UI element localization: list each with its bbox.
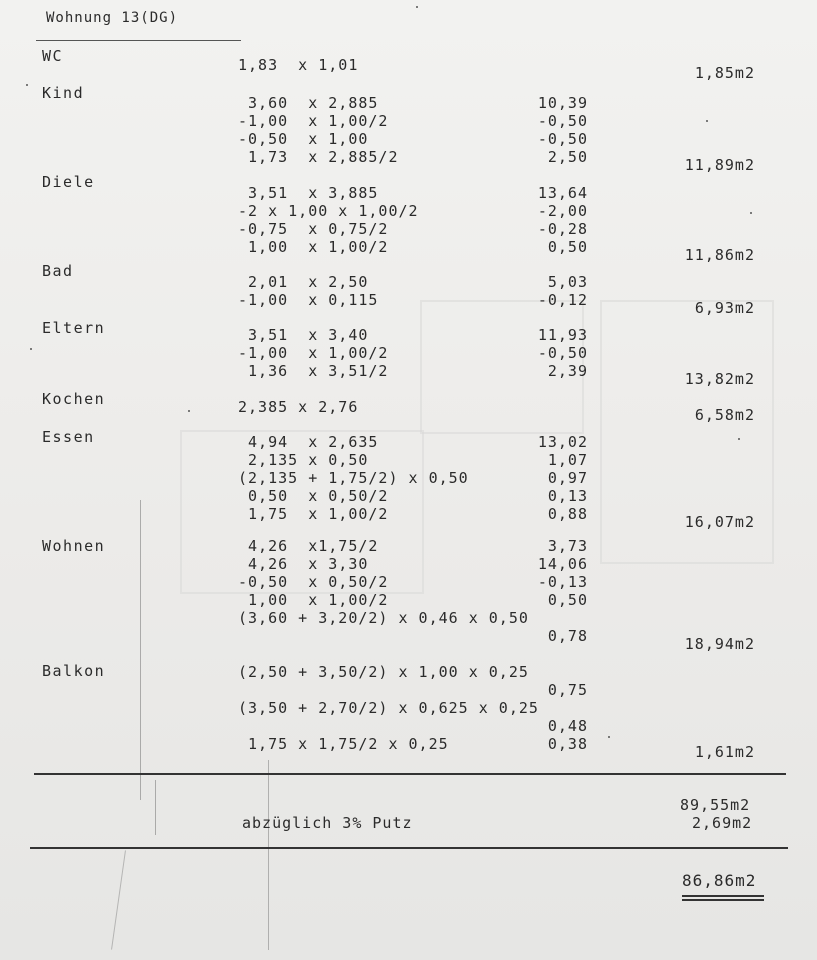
area-formula: 3,60 x 2,885 (238, 94, 379, 112)
subtotal-value: 2,50 (547, 148, 588, 166)
room-name: Eltern (42, 319, 106, 337)
area-formula: -1,00 x 0,115 (238, 291, 379, 309)
subtotal-value: 0,97 (547, 469, 588, 487)
room-name: WC (42, 47, 64, 65)
subtotal-value: 2,39 (547, 362, 588, 380)
paper-speck (608, 736, 610, 738)
area-formula: -2 x 1,00 x 1,00/2 (238, 202, 419, 220)
subtotal-value: -0,50 (537, 112, 588, 130)
subtotal-value: 1,07 (547, 451, 588, 469)
subtotal-value: 10,39 (537, 94, 588, 112)
area-formula: 1,00 x 1,00/2 (238, 238, 389, 256)
final-double-underline-2 (682, 899, 764, 901)
room-name: Kind (42, 84, 85, 102)
subtotal-value: 14,06 (537, 555, 588, 573)
area-formula: -1,00 x 1,00/2 (238, 112, 389, 130)
paper-speck (188, 410, 190, 412)
subtotal-value: 0,50 (547, 238, 588, 256)
room-name: Bad (42, 262, 74, 280)
room-name: Wohnen (42, 537, 106, 555)
subtotal-value: 0,78 (547, 627, 588, 645)
area-formula: (3,60 + 3,20/2) x 0,46 x 0,50 (238, 609, 529, 627)
fold-line (140, 500, 141, 800)
room-total: 11,86m2 (684, 246, 755, 264)
fold-line (111, 850, 126, 949)
subtotal-value: -0,12 (537, 291, 588, 309)
subtotal-value: 3,73 (547, 537, 588, 555)
room-total: 6,93m2 (694, 299, 755, 317)
subtotal-value: 0,50 (547, 591, 588, 609)
area-formula: 4,26 x 3,30 (238, 555, 369, 573)
room-total: 1,85m2 (694, 64, 755, 82)
paper-speck (416, 6, 418, 8)
area-formula: -0,50 x 0,50/2 (238, 573, 389, 591)
subtotal-value: 0,38 (547, 735, 588, 753)
area-formula: 2,01 x 2,50 (238, 273, 369, 291)
paper-speck (30, 348, 32, 350)
deduction-rule (30, 847, 788, 849)
room-name: Diele (42, 173, 95, 191)
room-total: 16,07m2 (684, 513, 755, 531)
fold-line (268, 760, 269, 950)
area-formula: 3,51 x 3,885 (238, 184, 379, 202)
room-name: Essen (42, 428, 95, 446)
subtotal-value: 0,88 (547, 505, 588, 523)
area-formula: 2,385 x 2,76 (238, 398, 359, 416)
area-formula: -0,50 x 1,00 (238, 130, 369, 148)
final-double-underline-1 (682, 895, 764, 897)
area-formula: (2,50 + 3,50/2) x 1,00 x 0,25 (238, 663, 529, 681)
document-title: Wohnung 13(DG) (46, 10, 179, 26)
area-formula: (3,50 + 2,70/2) x 0,625 x 0,25 (238, 699, 539, 717)
paper-speck (26, 84, 28, 86)
area-formula: 4,26 x1,75/2 (238, 537, 379, 555)
room-name: Balkon (42, 662, 106, 680)
room-total: 11,89m2 (684, 156, 755, 174)
subtotal-value: 5,03 (547, 273, 588, 291)
final-area: 86,86m2 (682, 871, 757, 890)
area-formula: 1,36 x 3,51/2 (238, 362, 389, 380)
area-sum: 89,55m2 (680, 796, 751, 814)
subtotal-value: 13,02 (537, 433, 588, 451)
subtotal-value: 0,13 (547, 487, 588, 505)
deduction-value: 2,69m2 (692, 814, 753, 832)
subtotal-value: -2,00 (537, 202, 588, 220)
area-formula: -1,00 x 1,00/2 (238, 344, 389, 362)
room-total: 13,82m2 (684, 370, 755, 388)
area-formula: 1,75 x 1,75/2 x 0,25 (238, 735, 449, 753)
subtotal-value: -0,28 (537, 220, 588, 238)
deduction-label: abzüglich 3% Putz (242, 814, 413, 832)
subtotal-value: -0,50 (537, 130, 588, 148)
area-formula: (2,135 + 1,75/2) x 0,50 (238, 469, 469, 487)
subtotal-value: 13,64 (537, 184, 588, 202)
sum-rule (34, 773, 786, 775)
area-formula: 1,75 x 1,00/2 (238, 505, 389, 523)
subtotal-value: 0,48 (547, 717, 588, 735)
subtotal-value: 0,75 (547, 681, 588, 699)
area-formula: 1,00 x 1,00/2 (238, 591, 389, 609)
paper-speck (738, 438, 740, 440)
room-name: Kochen (42, 390, 106, 408)
area-formula: 1,73 x 2,885/2 (238, 148, 399, 166)
fold-line (155, 780, 156, 835)
paper-speck (706, 120, 708, 122)
area-formula: 2,135 x 0,50 (238, 451, 369, 469)
room-total: 1,61m2 (694, 743, 755, 761)
subtotal-value: 11,93 (537, 326, 588, 344)
subtotal-value: -0,50 (537, 344, 588, 362)
area-formula: -0,75 x 0,75/2 (238, 220, 389, 238)
area-formula: 4,94 x 2,635 (238, 433, 379, 451)
subtotal-value: -0,13 (537, 573, 588, 591)
room-total: 6,58m2 (694, 406, 755, 424)
area-formula: 1,83 x 1,01 (238, 56, 359, 74)
room-total: 18,94m2 (684, 635, 755, 653)
title-underline (36, 40, 241, 41)
area-formula: 3,51 x 3,40 (238, 326, 369, 344)
area-formula: 0,50 x 0,50/2 (238, 487, 389, 505)
paper-speck (750, 212, 752, 214)
